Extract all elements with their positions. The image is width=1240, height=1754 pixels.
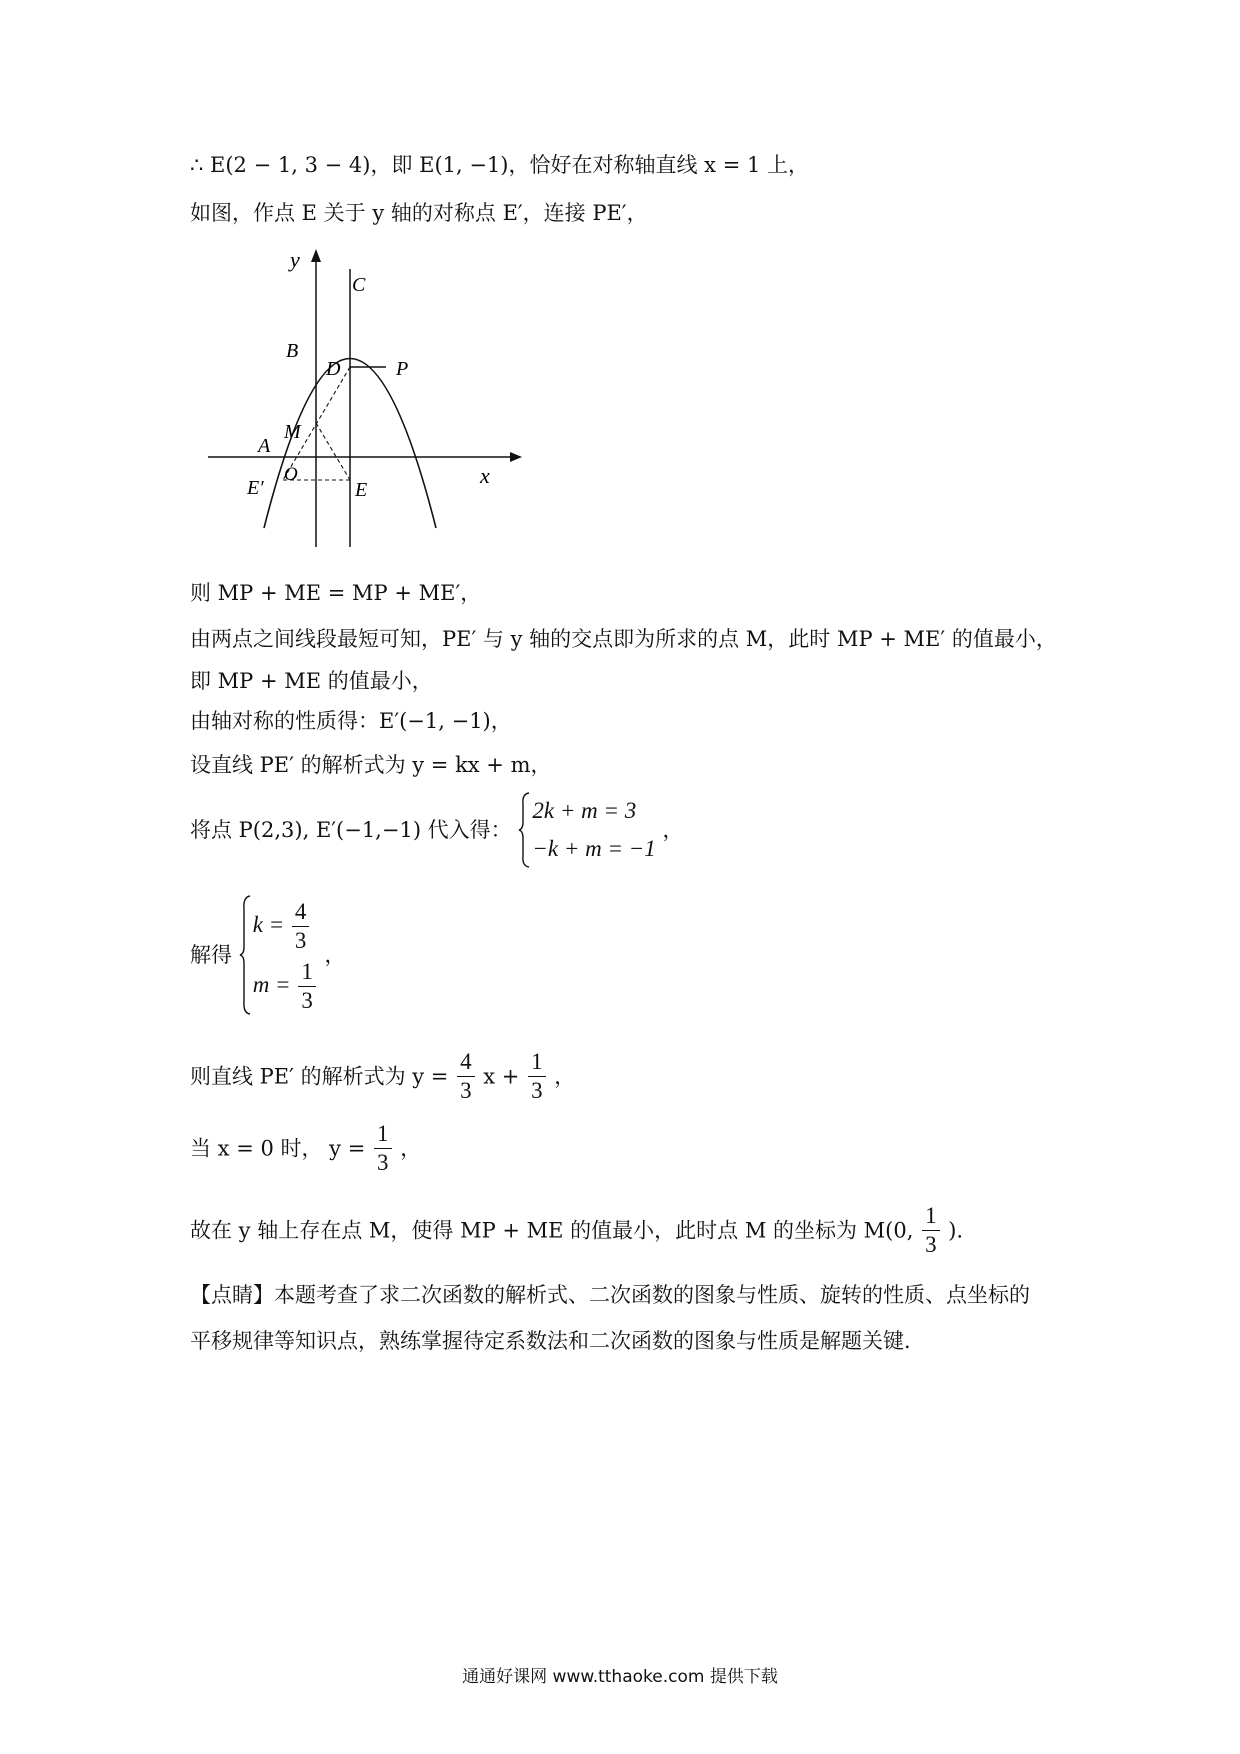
line-equation-prefix: 则直线 PE′ 的解析式为 y = (190, 1064, 449, 1089)
fraction-1-3 (298, 958, 316, 1015)
m-lhs: m = (252, 972, 291, 998)
left-brace-icon (239, 895, 251, 1015)
label-o: O (284, 464, 298, 485)
x-axis-arrow (510, 452, 522, 462)
parabola-figure (200, 245, 530, 555)
text-line-10 (190, 1048, 575, 1105)
numerator: 4 (292, 898, 310, 927)
text-line-4: 由两点之间线段最短可知，PE′ 与 y 轴的交点即为所求的点 M，此时 MP + ME′ 的值最小， (190, 627, 1057, 651)
text-line-2: 如图，作点 E 关于 y 轴的对称点 E′，连接 PE′， (190, 201, 648, 225)
label-b: B (286, 340, 299, 362)
fraction-1-3 (528, 1048, 546, 1105)
denominator: 3 (531, 1078, 543, 1103)
line-equation-mid: x + (483, 1064, 520, 1089)
x-zero-prefix: 当 x = 0 时， y = (190, 1136, 366, 1161)
fraction-1-3 (374, 1120, 392, 1177)
label-p: P (396, 358, 409, 380)
text-line-7: 设直线 PE′ 的解析式为 y = kx + m， (190, 753, 552, 777)
numerator: 1 (528, 1048, 546, 1077)
k-lhs: k = (252, 912, 285, 937)
numerator: 1 (298, 958, 316, 987)
solution-row-m (253, 955, 318, 1015)
text-line-6: 由轴对称的性质得：E′(−1, −1)， (190, 709, 512, 733)
denominator: 3 (460, 1078, 472, 1103)
numerator: 1 (374, 1120, 392, 1149)
text-line-11 (190, 1120, 421, 1177)
numerator: 4 (457, 1048, 475, 1077)
equation-system (518, 792, 655, 868)
label-m: M (284, 421, 301, 443)
text-line-3: 则 MP + ME = MP + ME′， (190, 581, 482, 605)
y-axis-arrow (311, 249, 321, 262)
label-d: D (326, 358, 341, 380)
label-a: A (258, 435, 271, 457)
text-line-13: 【点睛】本题考查了求二次函数的解析式、二次函数的图象与性质、旋转的性质、点坐标的 (190, 1283, 1030, 1307)
fraction-4-3 (292, 898, 310, 955)
solution-system (239, 895, 318, 1015)
solution-row-k (253, 895, 318, 955)
equation-row-1: 2k + m = 3 (532, 798, 637, 823)
numerator: 1 (922, 1202, 940, 1231)
solution-label: 解得 (190, 943, 232, 968)
denominator: 3 (377, 1150, 389, 1175)
text-line-9 (190, 895, 346, 1015)
denominator: 3 (925, 1232, 937, 1257)
dashed-me (316, 423, 350, 480)
comma: ， (554, 1064, 576, 1089)
label-x: x (480, 463, 490, 488)
denominator: 3 (301, 988, 313, 1014)
text-line-12 (190, 1202, 978, 1259)
label-e: E (355, 479, 368, 501)
page-footer: 通通好课网 www.tthaoke.com 提供下载 (462, 1667, 778, 1687)
denominator: 3 (294, 928, 307, 954)
conclusion-prefix: 故在 y 轴上存在点 M，使得 MP + ME 的值最小，此时点 M 的坐标为 M(0, (190, 1218, 914, 1243)
substitution-label: 将点 P(2,3), E′(−1,−1) 代入得： (190, 818, 512, 842)
conclusion-suffix: )． (948, 1218, 978, 1243)
equation-row-2: −k + m = −1 (532, 836, 656, 861)
fraction-4-3 (457, 1048, 475, 1105)
fraction-1-3 (922, 1202, 940, 1259)
label-y: y (290, 247, 300, 272)
comma: ， (324, 943, 346, 968)
text-line-8 (190, 792, 683, 868)
label-c: C (352, 274, 366, 296)
text-line-1: ∴ E(2 − 1, 3 − 4)，即 E(1, −1)，恰好在对称轴直线 x = 1 上， (190, 153, 809, 177)
left-brace-icon (518, 792, 530, 868)
comma: ， (662, 818, 684, 842)
label-e-prime: E′ (247, 477, 264, 499)
text-line-14: 平移规律等知识点，熟练掌握待定系数法和二次函数的图象与性质是解题关键． (190, 1329, 925, 1353)
text-line-5: 即 MP + ME 的值最小， (190, 669, 433, 693)
comma: ， (400, 1136, 422, 1161)
